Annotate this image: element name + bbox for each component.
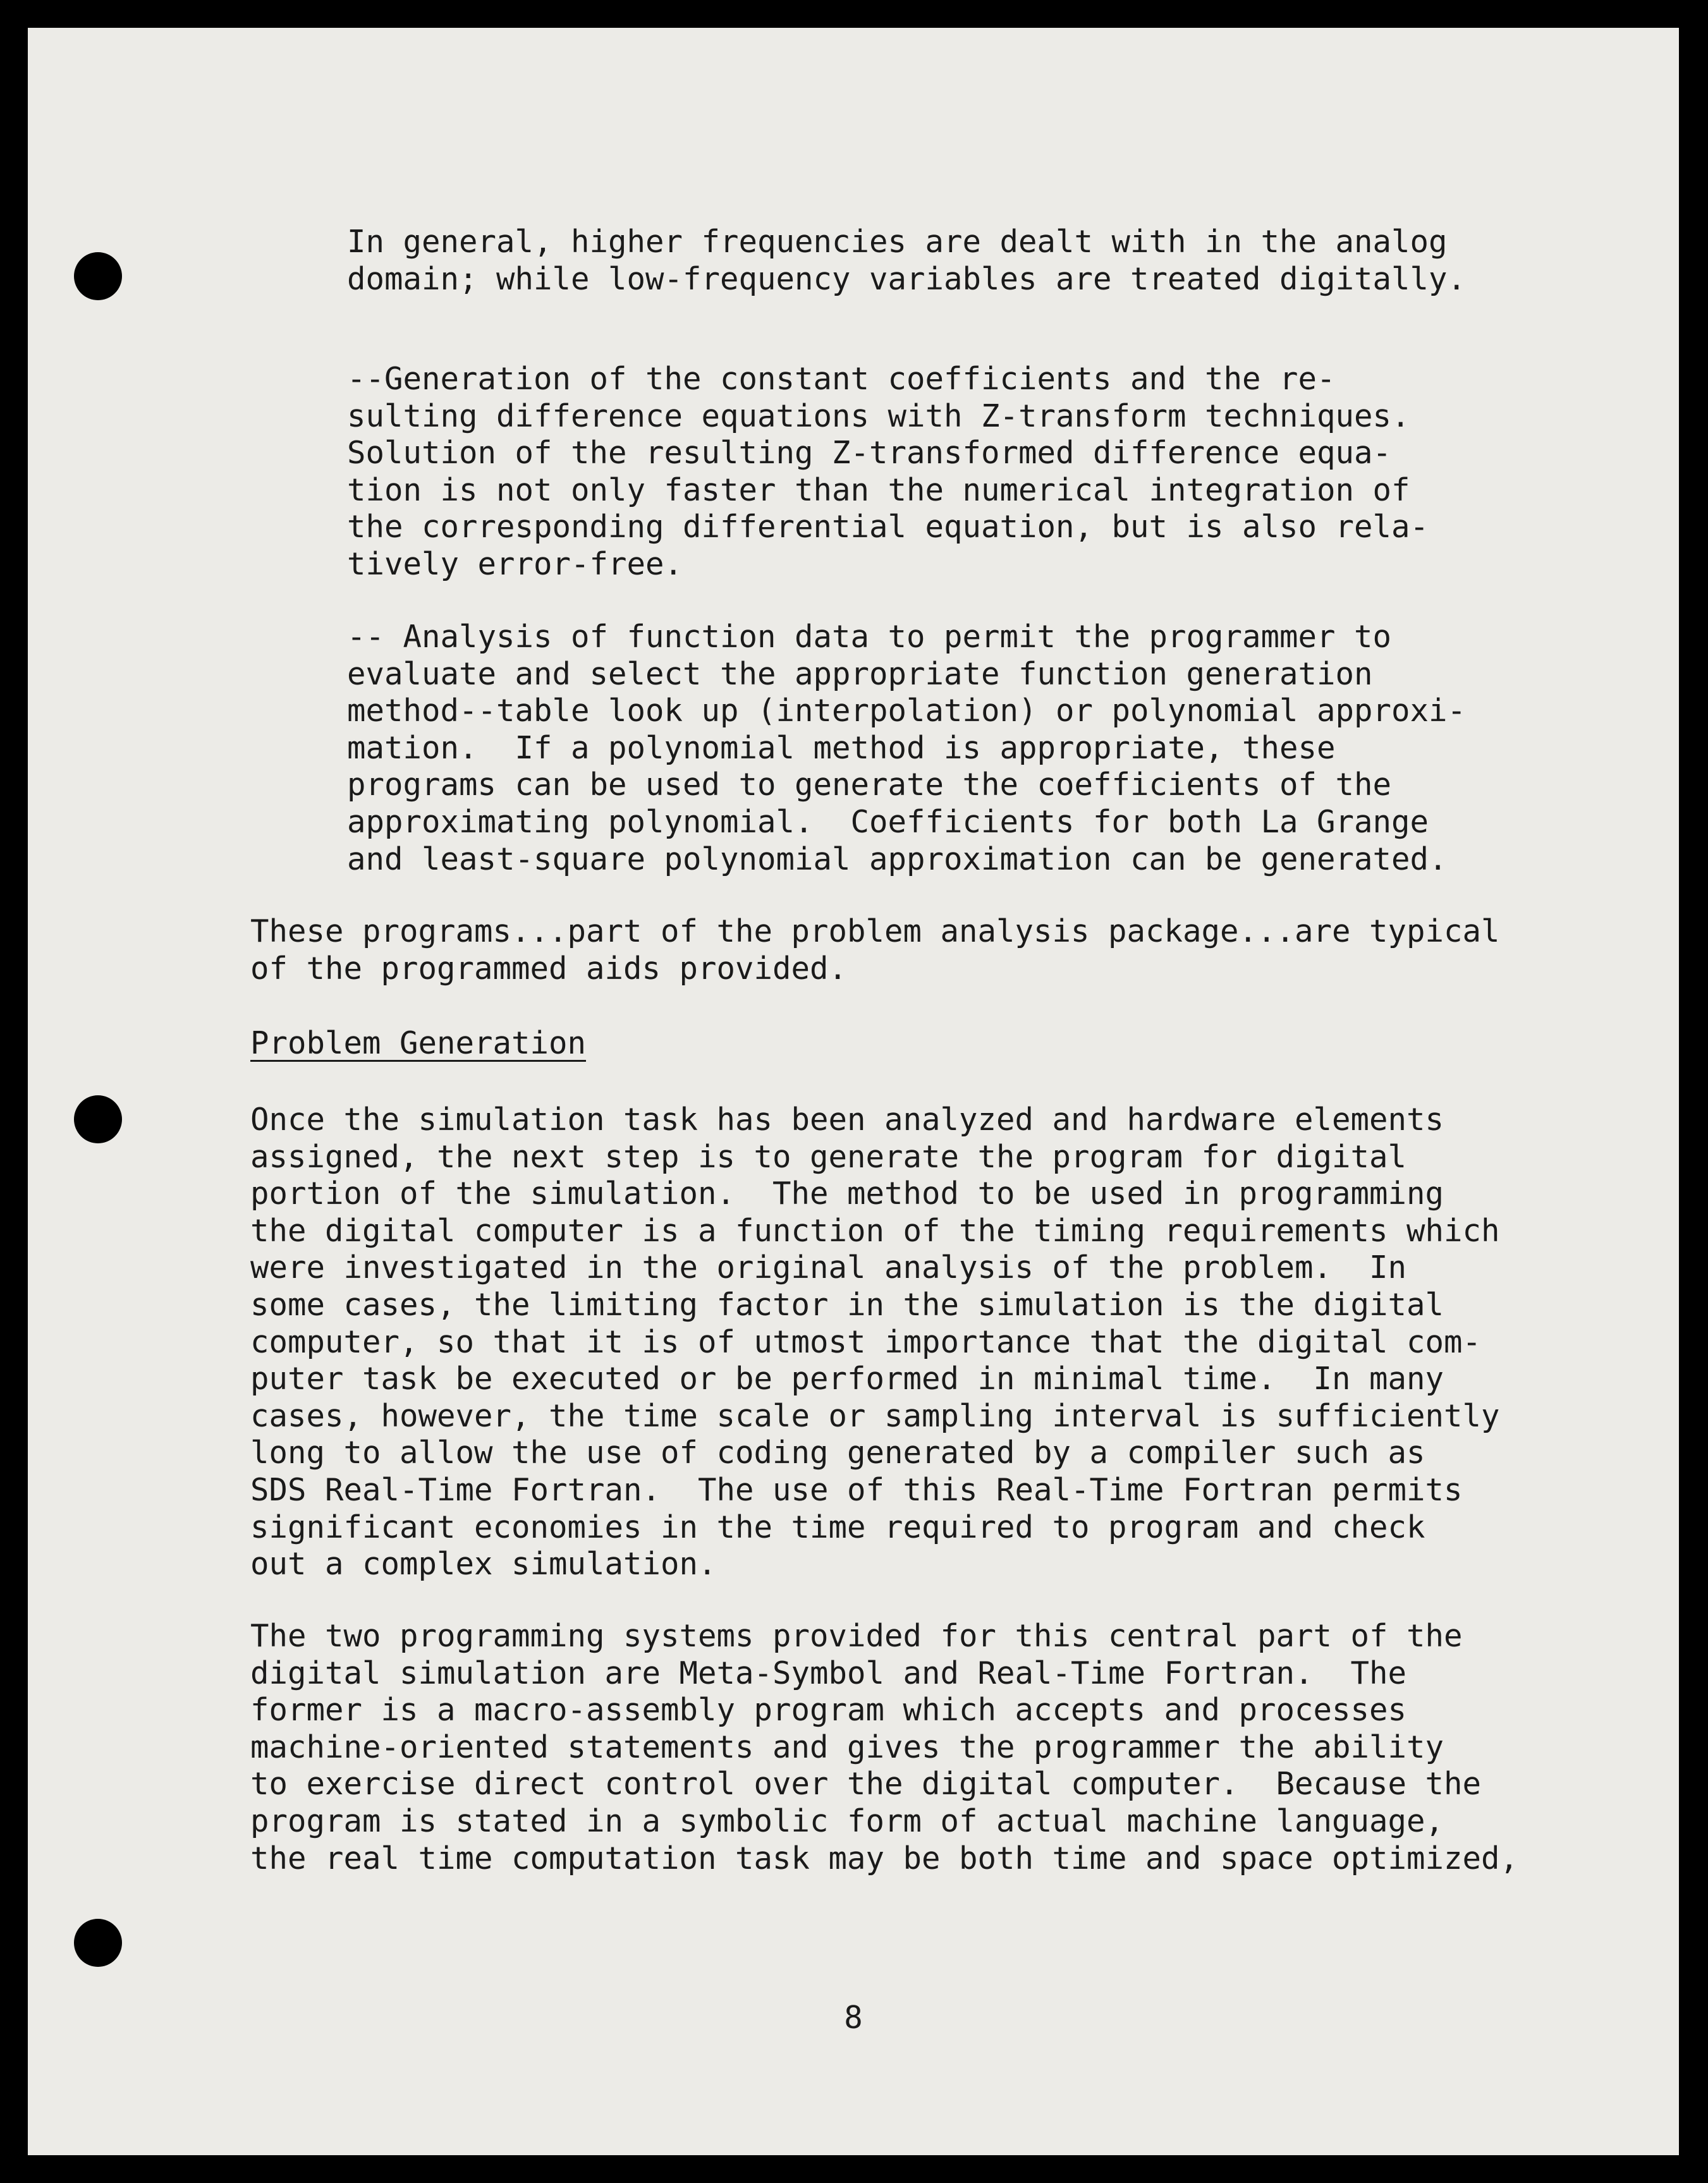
document-page [28,28,1679,2155]
section-heading: Problem Generation [250,1025,587,1061]
page-number: 8 [844,2000,863,2036]
function-data-bullet-paragraph: -- Analysis of function data to permit the programmer to evaluate and select the appropriate function generation method--table look up (interpolation) or polynomial approxi- mation. If a polynomial method is appropriate, these programs can be used to generate the coefficients of the approximating polynomial. Coefficients for both La Grange and least-square polynomial approximation can be generated. [347,619,1467,877]
binder-hole-bottom [74,1919,122,1967]
programming-systems-paragraph: The two programming systems provided for this central part of the digital simulation are Meta-Symbol and Real-Time Fortran. The former is a macro-assembly program which accepts and processes machine-oriented statements and gives the programmer the ability to exercise direct control over the digital computer. Because the program is stated in a symbolic form of actual machine language, the real time computation task may be both time and space optimized, [250,1618,1519,1876]
binder-hole-top [74,252,122,300]
ztransform-bullet-paragraph: --Generation of the constant coefficients and the re- sulting difference equations with Z-transform techniques. Solution of the resulting Z-transformed difference equa- tion is not only faster than the numerical integration of the corresponding differential equation, but is also rela- tively error-free. [347,361,1429,582]
intro-paragraph: In general, higher frequencies are dealt with in the analog domain; while low-frequency variables are treated digitally. [347,224,1467,297]
summary-paragraph: These programs...part of the problem analysis package...are typical of the programmed aids provided. [250,913,1500,987]
binder-hole-middle [74,1095,122,1143]
problem-generation-paragraph: Once the simulation task has been analyzed and hardware elements assigned, the next step is to generate the program for digital portion of the simulation. The method to be used in programming the digital computer is a function of the timing requirements which were investigated in the original analysis of the problem. In some cases, the limiting factor in the simulation is the digital computer, so that it is of utmost importance that the digital com- puter task be executed or be performed in minimal time. In many cases, however, the time scale or sampling interval is sufficiently long to allow the use of coding generated by a compiler such as SDS Real-Time Fortran. The use of this Real-Time Fortran permits significant economies in the time required to program and check out a complex simulation. [250,1102,1500,1583]
